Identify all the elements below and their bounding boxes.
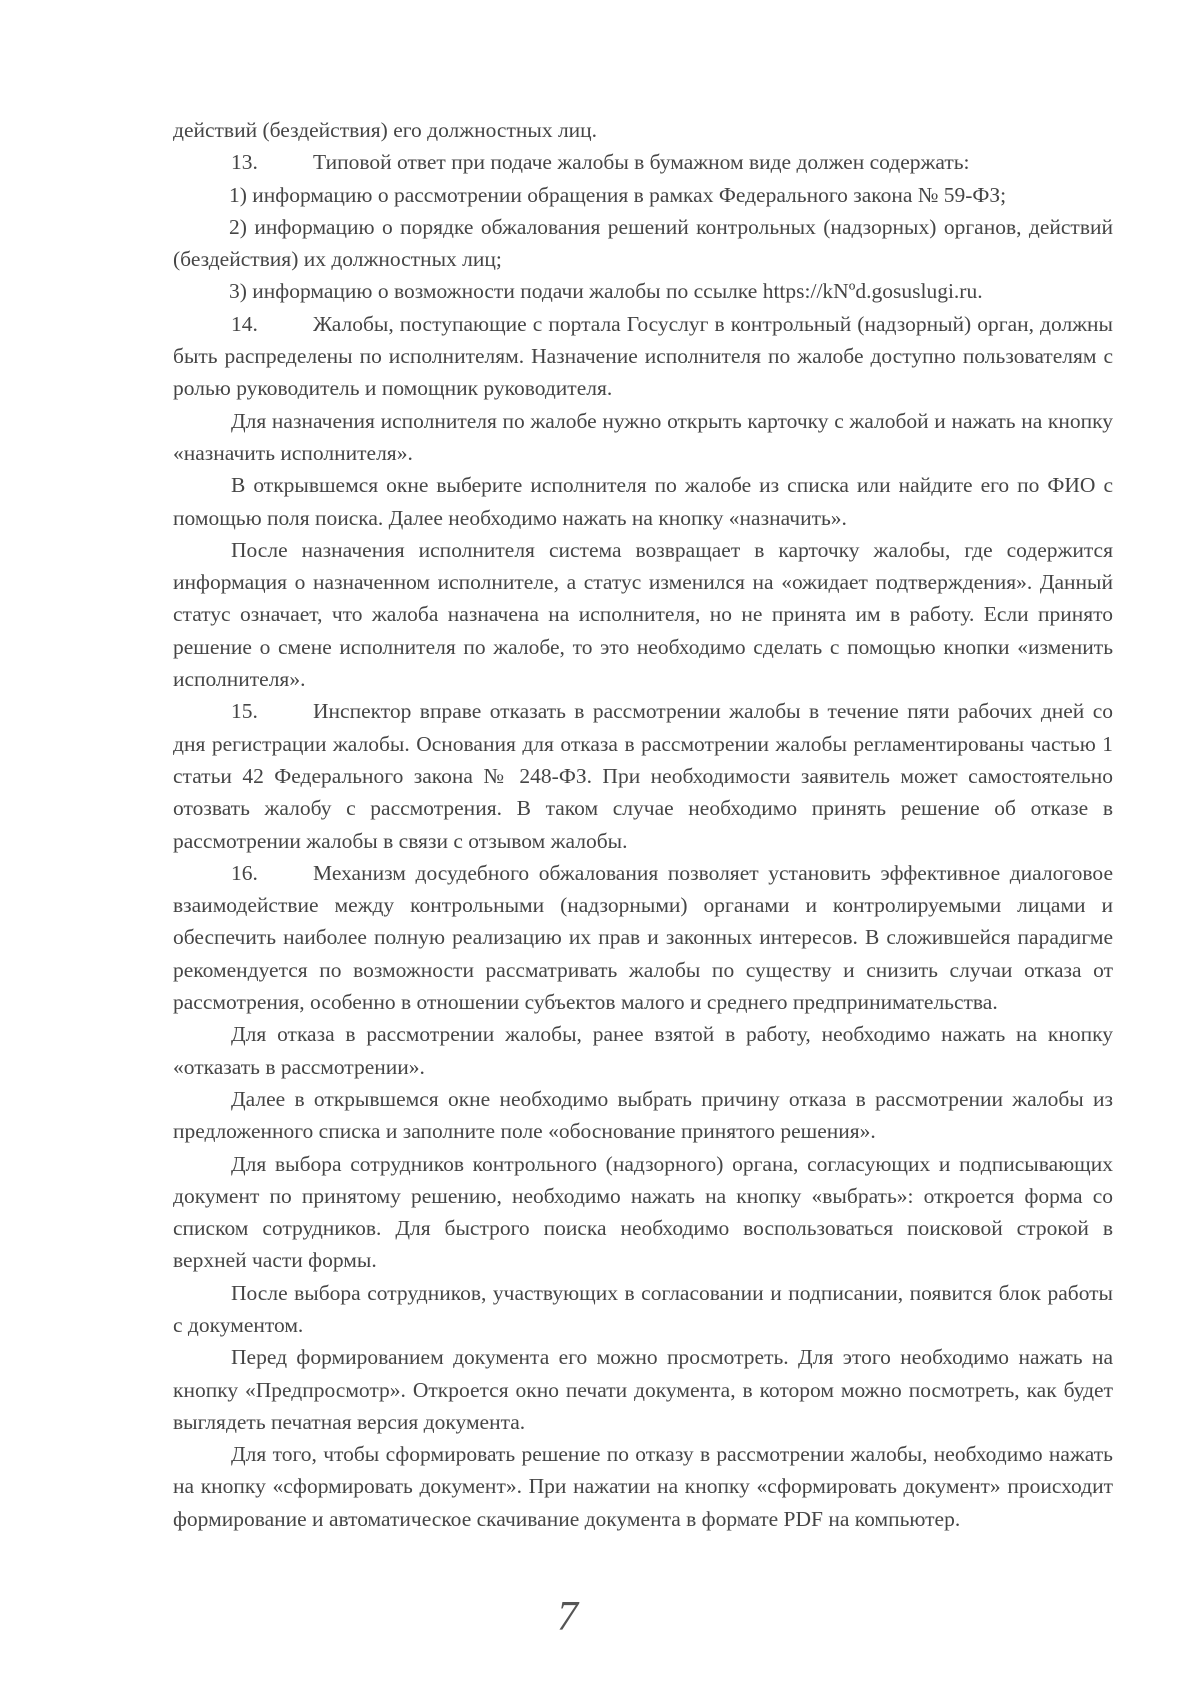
paragraph: После выбора сотрудников, участвующих в согласовании и подписании, появится блок работы с документом. xyxy=(173,1280,1113,1337)
paragraph: В открывшемся окне выберите исполнителя по жалобе из списка или найдите его по ФИО с помощью поля поиска. Далее необходимо нажать на кнопку «назначить». xyxy=(173,473,1113,530)
paragraph: Для отказа в рассмотрении жалобы, ранее взятой в работу, необходимо нажать на кнопку «отказать в рассмотрении». xyxy=(173,1022,1113,1079)
paragraph-item-14: 14. Жалобы, поступающие с портала Госуслуг в контрольный (надзорный) орган, должны быть распределены по исполнителям. Назначение исполнителя по жалобе доступно пользователям с ролью руководитель и помощник руководителя. xyxy=(173,308,1113,405)
item-number: 14. xyxy=(231,311,258,336)
list-item-1: 1) информацию о рассмотрении обращения в рамках Федерального закона № 59-ФЗ; xyxy=(229,182,1007,207)
list-item-2: 2) информацию о порядке обжалования решений контрольных (надзорных) органов, действий (бездействия) их должностных лиц; xyxy=(173,214,1113,272)
paragraph-item-13: 13. Типовой ответ при подаче жалобы в бумажном виде должен содержать: xyxy=(173,146,1113,178)
page-number: 7 xyxy=(557,1594,578,1640)
paragraph: Перед формированием документа его можно просмотреть. Для этого необходимо нажать на кнопку «Предпросмотр». Откроется окно печати документа, в котором можно посмотреть, как будет выглядеть печатная версия документа. xyxy=(173,1345,1113,1434)
paragraph: Для выбора сотрудников контрольного (надзорного) органа, согласующих и подписывающих документ по принятому решению, необходимо нажать на кнопку «выбрать»: откроется форма со списком сотрудников. Для быстрого поиска необходимо воспользоваться поисковой строкой в верхней части формы. xyxy=(173,1151,1113,1273)
paragraph: После назначения исполнителя система возвращает в карточку жалобы, где содержится информация о назначенном исполнителе, а статус изменился на «ожидает подтверждения». Данный статус означает, что жалоба назначена на исполнителя, но не принята им в работу. Если принято решение о смене исполнителя по жалобе, то это необходимо сделать с помощью кнопки «изменить исполнителя». xyxy=(173,537,1113,692)
paragraph-continuation: действий (бездействия) его должностных лиц. xyxy=(173,118,598,142)
document-body xyxy=(173,114,1113,1535)
paragraph-item-15: 15. Инспектор вправе отказать в рассмотрении жалобы в течение пяти рабочих дней со дня регистрации жалобы. Основания для отказа в рассмотрении жалобы регламентированы частью 1 статьи 42 Федерального закона № 248-ФЗ. При необходимости заявитель может самостоятельно отозвать жалобу с рассмотрения. В таком случае необходимо принять решение об отказе в рассмотрении жалобы в связи с отзывом жалобы. xyxy=(173,695,1113,856)
paragraph: Для назначения исполнителя по жалобе нужно открыть карточку с жалобой и нажать на кнопку «назначить исполнителя». xyxy=(173,408,1113,465)
item-number: 16. xyxy=(231,860,258,885)
paragraph: Далее в открывшемся окне необходимо выбрать причину отказа в рассмотрении жалобы из предложенного списка и заполните поле «обоснование принятого решения». xyxy=(173,1086,1113,1144)
paragraph-item-16: 16. Механизм досудебного обжалования позволяет установить эффективное диалоговое взаимодействие между контрольными (надзорными) органами и контролируемыми лицами и обеспечить наиболее полную реализацию их прав и законных интересов. В сложившейся парадигме рекомендуется по возможности рассматривать жалобы по существу и снизить случаи отказа от рассмотрения, особенно в отношении субъектов малого и среднего предпринимательства. xyxy=(173,857,1113,1018)
item-number: 15. xyxy=(231,699,258,724)
list-item-3: 3) информацию о возможности подачи жалобы по ссылке https://kNºd.gosuslugi.ru. xyxy=(229,279,983,304)
item-number: 13. xyxy=(231,150,258,175)
paragraph: Для того, чтобы сформировать решение по отказу в рассмотрении жалобы, необходимо нажать на кнопку «сформировать документ». При нажатии на кнопку «сформировать документ» происходит формирование и автоматическое скачивание документа в формате PDF на компьютер. xyxy=(173,1442,1113,1531)
